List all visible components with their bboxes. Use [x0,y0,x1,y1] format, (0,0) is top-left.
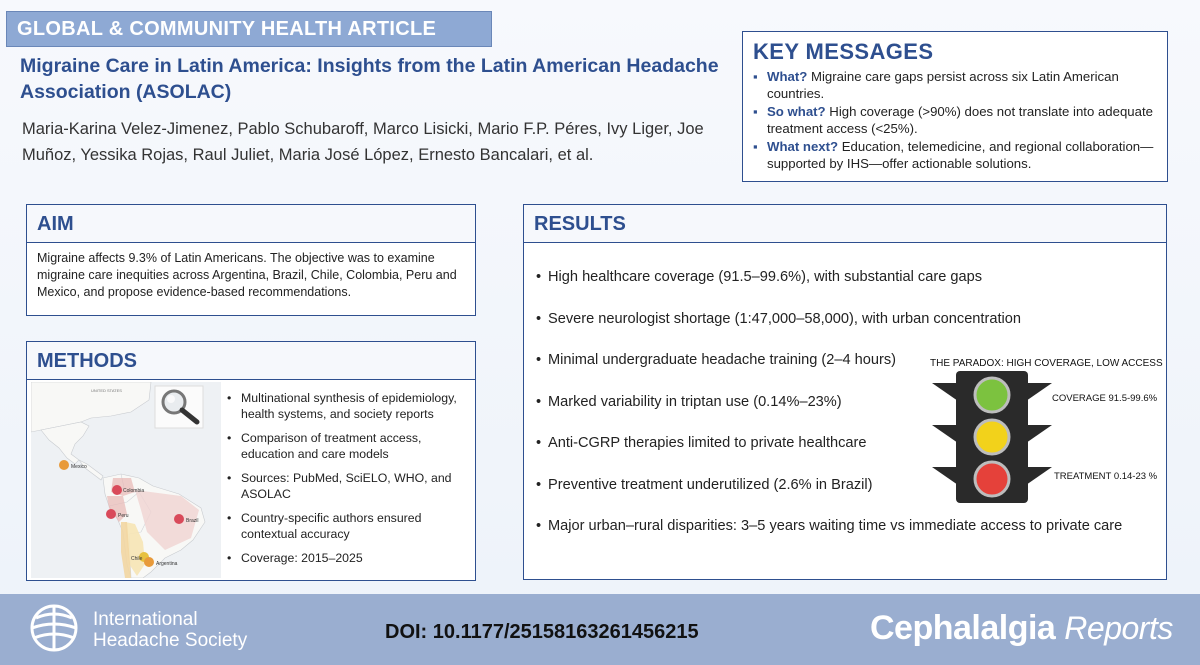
methods-item: • Sources: PubMed, SciELO, WHO, and ASOLAC [227,470,473,502]
article-title: Migraine Care in Latin America: Insights from the Latin American Headache Association (ASOLAC) [20,55,719,103]
results-panel [523,204,1167,580]
ihs-name [93,609,247,651]
journal-brand [870,609,1173,648]
aim-heading: AIM [27,205,475,243]
results-item: • Major urban–rural disparities: 3–5 years waiting time vs immediate access to private care [536,516,1122,558]
map-label-us: UNITED STATES [91,388,122,393]
map-graphic [31,382,221,578]
key-message-text: High coverage (>90%) does not translate into adequate treatment access (<25%). [767,104,1153,136]
results-item: • Anti-CGRP therapies limited to private healthcare [536,433,1122,475]
key-messages-panel [742,31,1168,182]
methods-panel [26,341,476,581]
key-message-label: So what? [767,104,826,119]
ihs-name-line: International [93,609,198,630]
author-list: Maria-Karina Velez-Jimenez, Pablo Schubaroff, Marco Lisicki, Mario F.P. Péres, Ivy Liger, Joe Muñoz, Yessika Rojas, Raul Juliet, Maria José López, Ernesto Bancalari, et al. [22,120,704,164]
methods-item: • Coverage: 2015–2025 [227,550,473,566]
brand-sub: Reports [1064,610,1173,646]
key-message-item [753,103,1157,137]
methods-item: • Comparison of treatment access, education and care models [227,430,473,462]
key-messages-heading: KEY MESSAGES [753,39,934,64]
article-type-banner: GLOBAL & COMMUNITY HEALTH ARTICLE [6,11,492,47]
key-message-label: What next? [767,139,839,154]
key-message-text: Education, telemedicine, and regional collaboration—supported by IHS—offer actionable solutions. [767,139,1154,171]
aim-text: Migraine affects 9.3% of Latin Americans. The objective was to examine migraine care inequities across Argentina, Brazil, Chile, Colombia, Peru and Mexico, and propose evidence-based recommendations. [37,251,457,299]
methods-heading: METHODS [27,342,475,380]
results-item: • Severe neurologist shortage (1:47,000–58,000), with urban concentration [536,309,1122,351]
methods-item: • Country-specific authors ensured contextual accuracy [227,510,473,542]
map-label-peru: Peru [118,513,129,519]
key-message-label: What? [767,69,808,84]
results-item: • High healthcare coverage (91.5–99.6%), with substantial care gaps [536,267,1122,309]
traffic-light-icon [922,367,1062,507]
coverage-label: COVERAGE 91.5-99.6% [1052,393,1158,404]
paradox-title: THE PARADOX: HIGH COVERAGE, LOW ACCESS [930,358,1163,369]
map-label-colombia: Colombia [123,488,145,494]
map-label-brazil: Brazil [186,518,199,524]
results-heading: RESULTS [524,205,1166,243]
brand-main: Cephalalgia [870,609,1056,647]
footer [0,594,1200,665]
latin-america-map [31,382,221,578]
key-message-item [753,138,1157,172]
methods-list [227,390,473,574]
methods-item: • Multinational synthesis of epidemiology, health systems, and society reports [227,390,473,422]
treatment-label: TREATMENT 0.14-23 % [1054,471,1158,482]
magnifying-glass-icon [155,386,203,428]
key-message-item [753,68,1157,102]
results-item: • Marked variability in triptan use (0.14%–23%) [536,392,1122,434]
aim-panel [26,204,476,316]
key-messages-list [753,68,1157,172]
doi-text[interactable]: DOI: 10.1177/25158163261456215 [385,621,699,643]
ihs-name-line: Headache Society [93,630,248,651]
map-label-argentina: Argentina [156,561,178,567]
map-label-chile: Chile [131,556,143,562]
results-item: • Minimal undergraduate headache training (2–4 hours) [536,350,1122,392]
ihs-logo-icon [24,602,84,654]
key-message-text: Migraine care gaps persist across six Latin American countries. [767,69,1119,101]
results-item: • Preventive treatment underutilized (2.6% in Brazil) [536,475,1122,517]
map-label-mexico: Mexico [71,464,87,470]
